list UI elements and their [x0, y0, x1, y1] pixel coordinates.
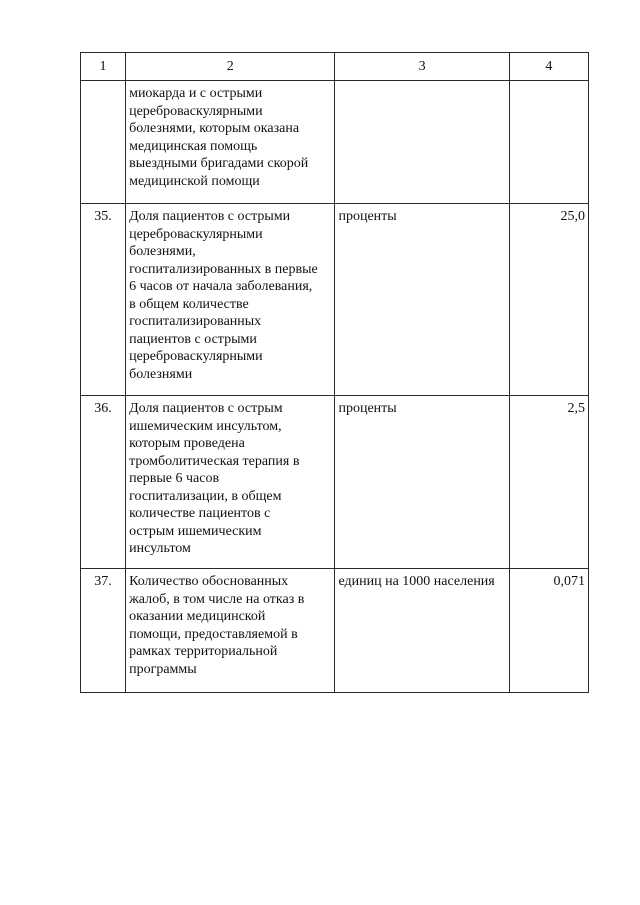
indicator-name: Доля пациентов с острыми цереброваскулярными болезнями, госпитализированных в первые 6 часов от начала заболевания, в общем количестве госпитализированных пациентов с острыми цереброваскулярными болезнями [126, 204, 335, 396]
target-value: 25,0 [509, 204, 588, 396]
indicator-name: Количество обоснованных жалоб, в том числе на отказ в оказании медицинской помощи, предоставляемой в рамках территориальной программы [126, 569, 335, 693]
indicator-name: Доля пациентов с острым ишемическим инсультом, которым проведена тромболитическая терапия в первые 6 часов госпитализации, в общем количестве пациентов с острым ишемическим инсультом [126, 396, 335, 569]
table-row [81, 204, 589, 396]
row-number: 35. [81, 204, 126, 396]
indicator-name: миокарда и с острыми цереброваскулярными болезнями, которым оказана медицинская помощь выездными бригадами скорой медицинской помощи [126, 81, 335, 204]
header-cell-2: 2 [126, 53, 335, 81]
row-number: 36. [81, 396, 126, 569]
unit-of-measure [335, 81, 509, 204]
unit-of-measure: проценты [335, 396, 509, 569]
target-value [509, 81, 588, 204]
table-header-row [81, 53, 589, 81]
table-row-continued [81, 81, 589, 204]
row-number [81, 81, 126, 204]
target-value: 2,5 [509, 396, 588, 569]
table-row [81, 396, 589, 569]
unit-of-measure: единиц на 1000 населения [335, 569, 509, 693]
row-number: 37. [81, 569, 126, 693]
target-value: 0,071 [509, 569, 588, 693]
unit-of-measure: проценты [335, 204, 509, 396]
header-cell-3: 3 [335, 53, 509, 81]
indicators-table [80, 52, 589, 693]
header-cell-1: 1 [81, 53, 126, 81]
header-cell-4: 4 [509, 53, 588, 81]
table-row [81, 569, 589, 693]
